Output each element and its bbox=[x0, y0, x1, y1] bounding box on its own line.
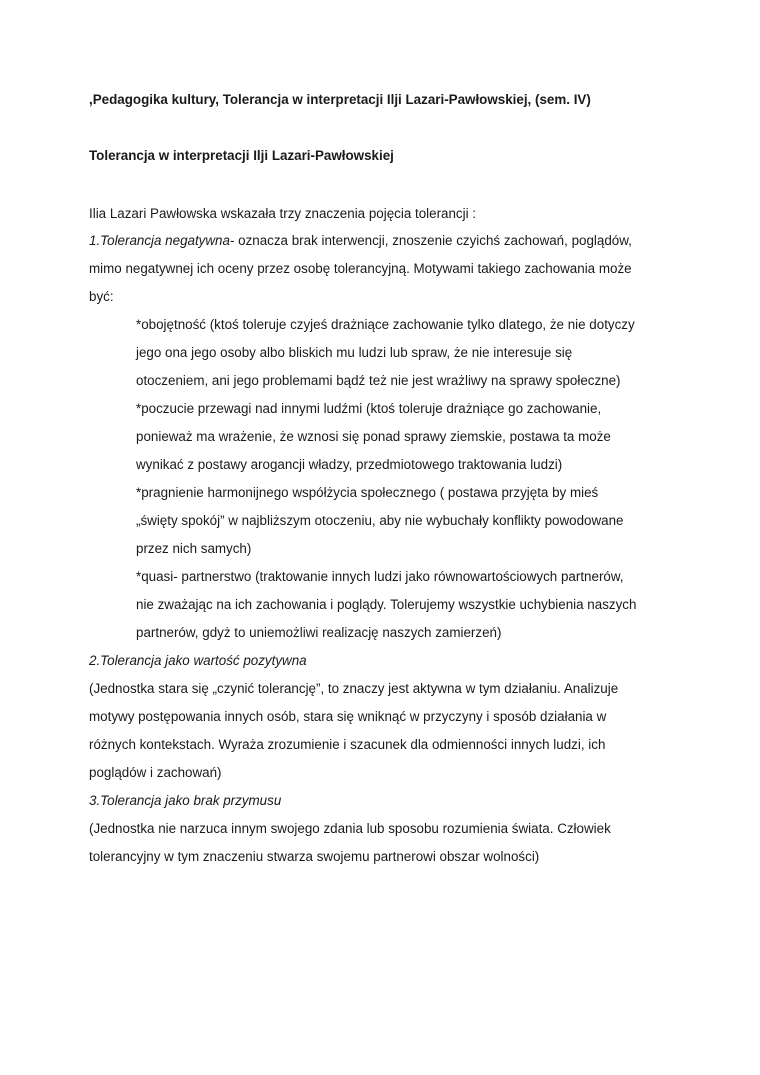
section-1-line-1 bbox=[89, 231, 632, 251]
section-1-line-3: być: bbox=[89, 289, 114, 304]
section-2-line: motywy postępowania innych osób, stara się wniknąć w przyczyny i sposób działania w bbox=[89, 709, 607, 724]
section-3-line: tolerancyjny w tym znaczeniu stwarza swojemu partnerowi obszar wolności) bbox=[89, 849, 540, 864]
bullet-line: „święty spokój” w najbliższym otoczeniu, aby nie wybuchały konflikty powodowane bbox=[136, 513, 624, 528]
bullet-line: jego ona jego osoby albo bliskich mu ludzi lub spraw, że nie interesuje się bbox=[136, 345, 573, 360]
intro-line: Ilia Lazari Pawłowska wskazała trzy znaczenia pojęcia tolerancji : bbox=[89, 206, 477, 221]
section-2-heading: 2.Tolerancja jako wartość pozytywna bbox=[89, 653, 307, 668]
document-title: ,Pedagogika kultury, Tolerancja w interpretacji Ilji Lazari-Pawłowskiej, (sem. IV) bbox=[89, 92, 591, 107]
section-2-line: poglądów i zachowań) bbox=[89, 765, 222, 780]
bullet-line: nie zważając na ich zachowania i poglądy. Tolerujemy wszystkie uchybienia naszych bbox=[136, 597, 637, 612]
document-subtitle: Tolerancja w interpretacji Ilji Lazari-Pawłowskiej bbox=[89, 148, 394, 163]
section-1-text: - oznacza brak interwencji, znoszenie czyichś zachowań, poglądów, bbox=[229, 233, 632, 248]
bullet-line: ponieważ ma wrażenie, że wznosi się ponad sprawy ziemskie, postawa ta może bbox=[136, 429, 611, 444]
bullet-line: partnerów, gdyż to uniemożliwi realizację naszych zamierzeń) bbox=[136, 625, 502, 640]
section-2-line: (Jednostka stara się „czynić tolerancję”, to znaczy jest aktywna w tym działaniu. Analizuje bbox=[89, 681, 619, 696]
bullet-line: *obojętność (ktoś toleruje czyjeś drażniące zachowanie tylko dlatego, że nie dotyczy bbox=[136, 317, 635, 332]
bullet-line: *quasi- partnerstwo (traktowanie innych ludzi jako równowartościowych partnerów, bbox=[136, 569, 624, 584]
section-2-line: różnych kontekstach. Wyraża zrozumienie i szacunek dla odmienności innych ludzi, ich bbox=[89, 737, 606, 752]
section-1-heading: 1.Tolerancja negatywna bbox=[89, 233, 230, 248]
bullet-line: otoczeniem, ani jego problemami bądź też nie jest wrażliwy na sprawy społeczne) bbox=[136, 373, 621, 388]
bullet-line: przez nich samych) bbox=[136, 541, 252, 556]
section-3-line: (Jednostka nie narzuca innym swojego zdania lub sposobu rozumienia świata. Człowiek bbox=[89, 821, 611, 836]
section-1-line-2: mimo negatywnej ich oceny przez osobę tolerancyjną. Motywami takiego zachowania może bbox=[89, 261, 632, 276]
section-3-heading: 3.Tolerancja jako brak przymusu bbox=[89, 793, 282, 808]
bullet-line: wynikać z postawy arogancji władzy, przedmiotowego traktowania ludzi) bbox=[136, 457, 563, 472]
bullet-line: *poczucie przewagi nad innymi ludźmi (ktoś toleruje drażniące go zachowanie, bbox=[136, 401, 602, 416]
bullet-line: *pragnienie harmonijnego współżycia społecznego ( postawa przyjęta by mieś bbox=[136, 485, 599, 500]
